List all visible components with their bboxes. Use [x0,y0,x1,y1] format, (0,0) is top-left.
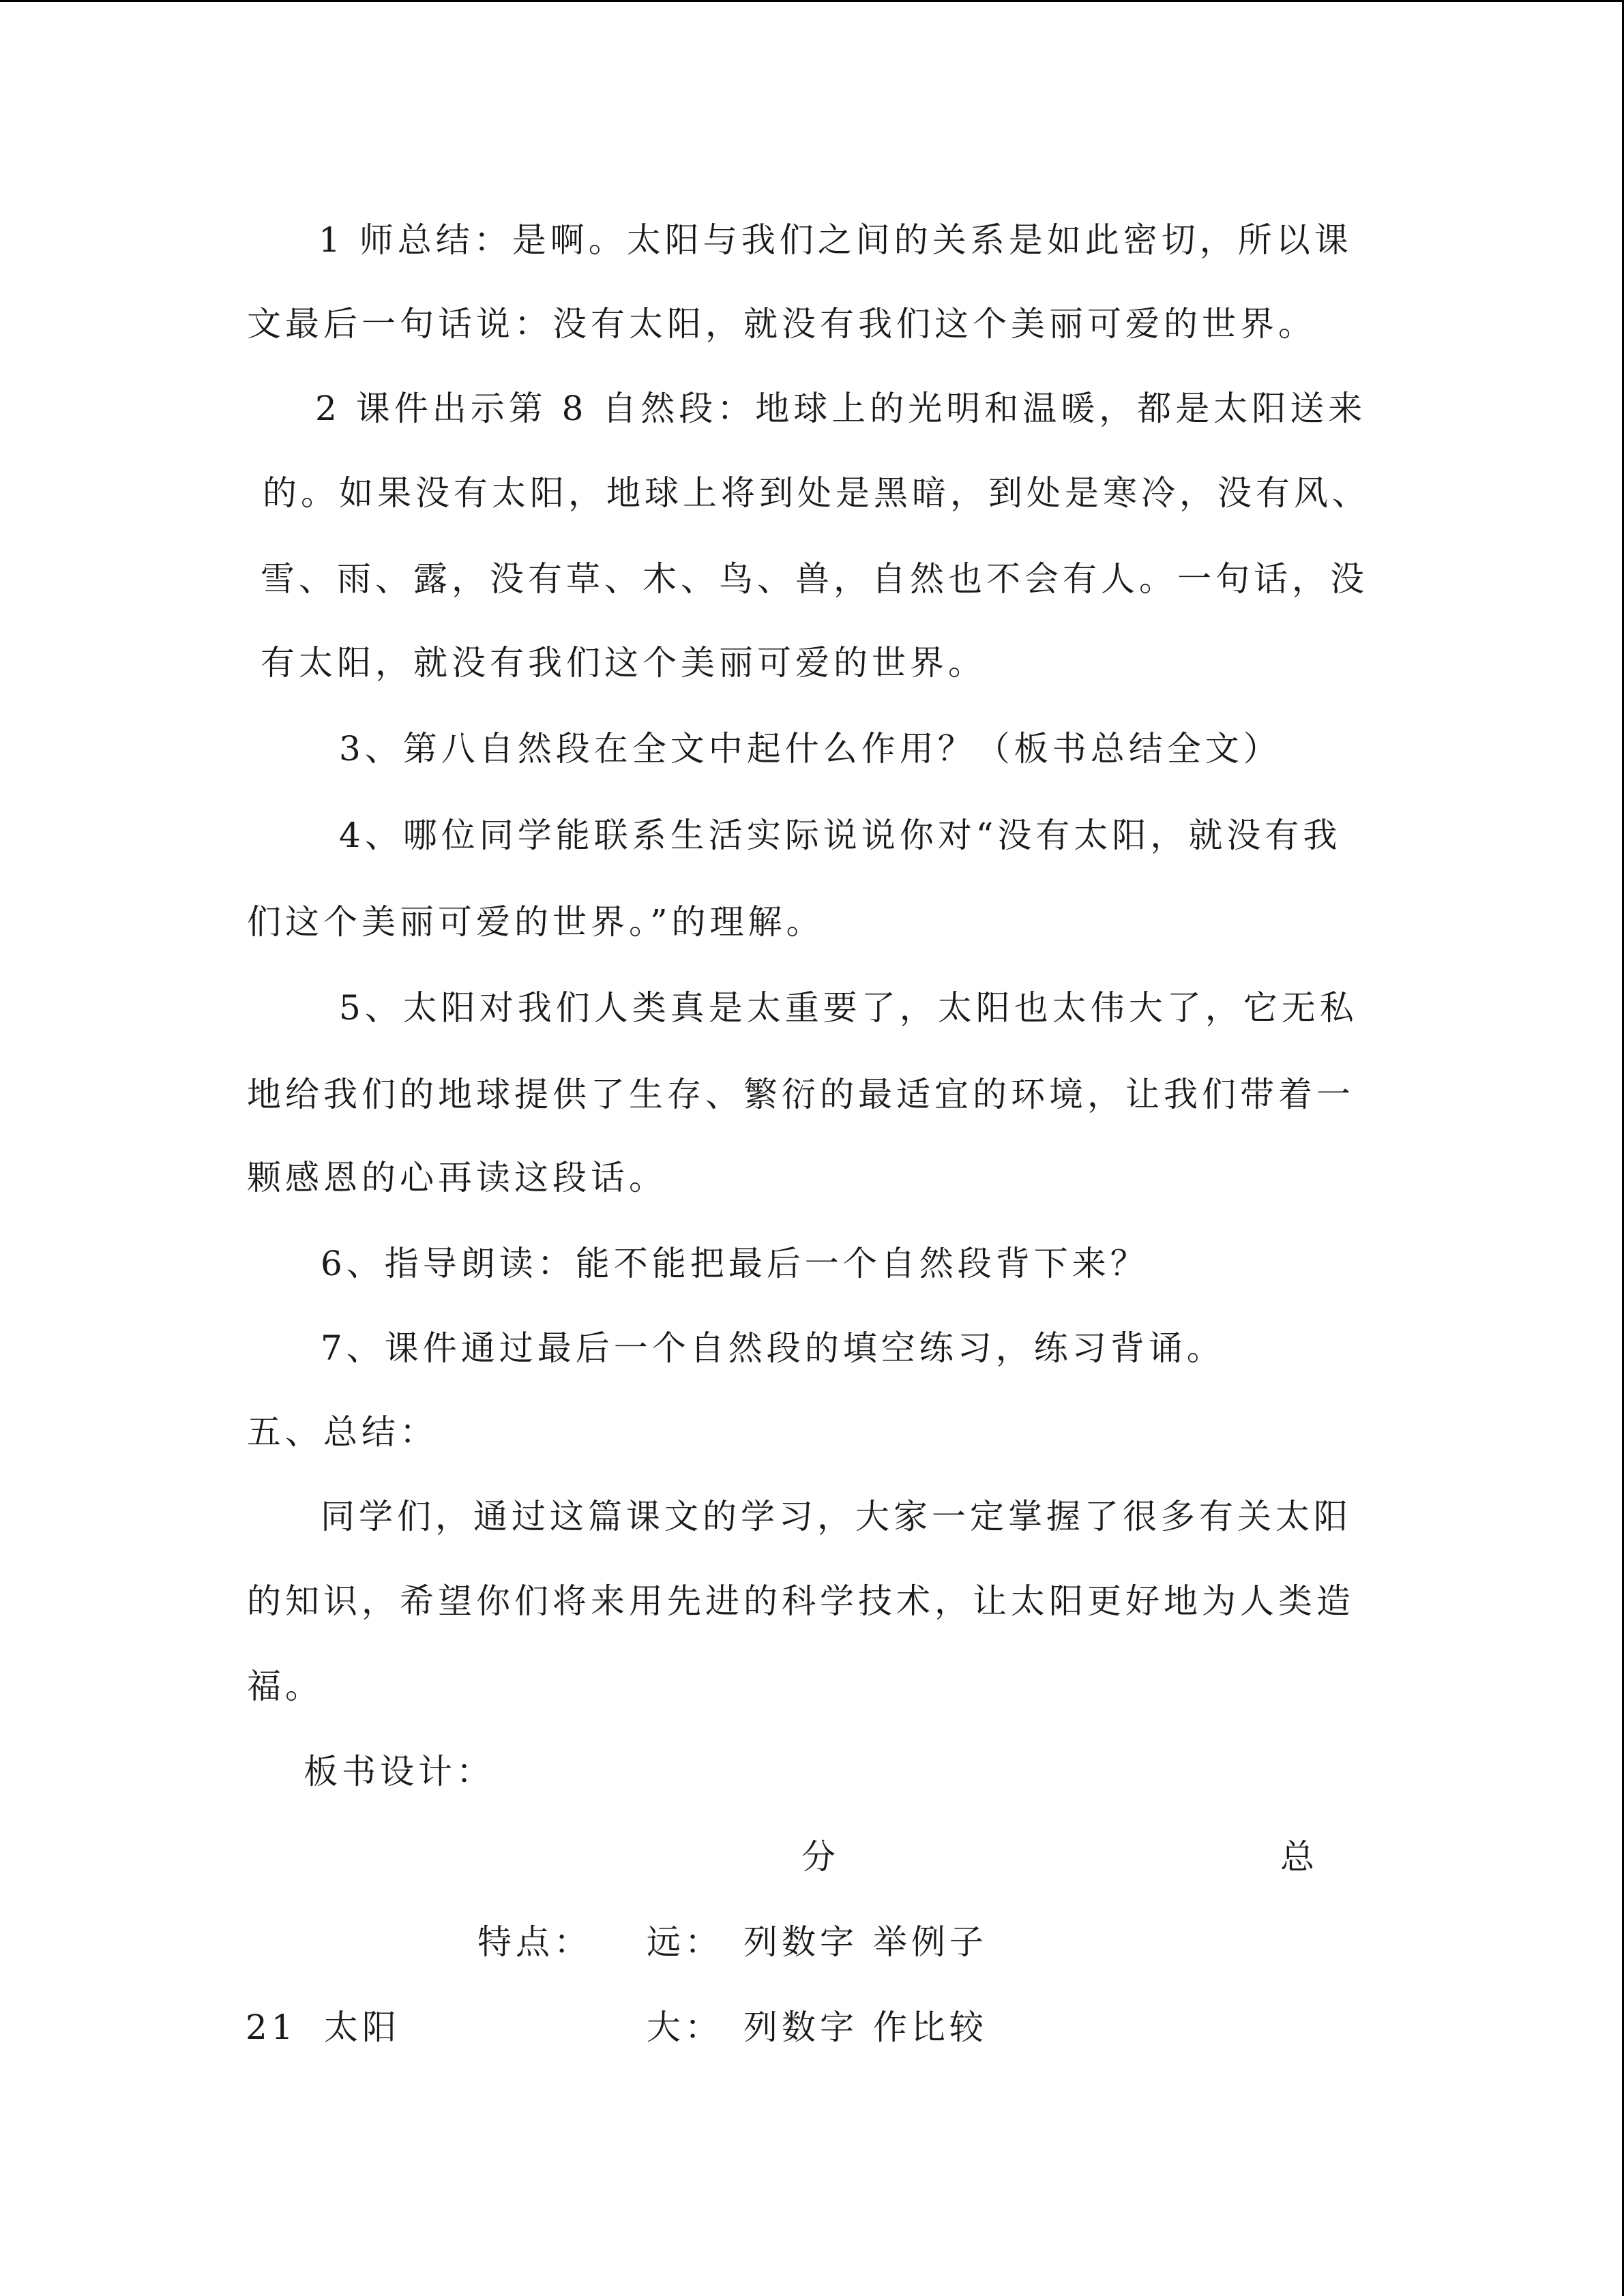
summary-line-3: 福。 [247,1667,323,1706]
board-features-label: 特点： [477,1922,592,1962]
summary-line-2: 的知识，希望你们将来用先进的科学技术，让太阳更好地为人类造 [247,1581,1355,1621]
paragraph-2-line-3: 雪、雨、露，没有草、木、鸟、兽，自然也不会有人。一句话，没 [261,559,1368,599]
page-top-border [0,0,1624,2]
paragraph-1-line-1: 1 师总结：是啊。太阳与我们之间的关系是如此密切，所以课 [319,220,1353,260]
paragraph-5-line-1: 5、太阳对我们人类真是太重要了，太阳也太伟大了，它无私 [339,988,1358,1028]
paragraph-7-line-1: 7、课件通过最后一个自然段的填空练习，练习背诵。 [321,1328,1225,1368]
paragraph-5-line-3: 颗感恩的心再读这段话。 [247,1158,667,1197]
board-row-far-label: 远： [647,1922,723,1962]
paragraph-1-line-2: 文最后一句话说：没有太阳，就没有我们这个美丽可爱的世界。 [247,304,1316,344]
board-lesson-title: 太阳 [324,2008,400,2047]
board-column-fen: 分 [801,1837,840,1877]
board-column-zong: 总 [1280,1837,1318,1877]
summary-line-1: 同学们，通过这篇课文的学习，大家一定掌握了很多有关太阳 [321,1497,1352,1536]
board-lesson-number: 21 [246,2008,297,2047]
board-row-far-methods: 列数字 举例子 [743,1922,988,1962]
paragraph-2-line-1: 2 课件出示第 8 自然段：地球上的光明和温暖，都是太阳送来 [315,389,1367,428]
paragraph-5-line-2: 地给我们的地球提供了生存、繁衍的最适宜的环境，让我们带着一 [247,1075,1355,1114]
paragraph-2-line-2: 的。如果没有太阳，地球上将到处是黑暗，到处是寒冷，没有风、 [263,473,1370,513]
board-row-big-methods: 列数字 作比较 [743,2008,988,2047]
paragraph-4-line-1: 4、哪位同学能联系生活实际说说你对“没有太阳，就没有我 [339,816,1342,855]
paragraph-4-line-2: 们这个美丽可爱的世界。”的理解。 [247,902,825,942]
section-5-heading: 五、总结： [247,1412,438,1452]
board-design-heading: 板书设计： [304,1752,494,1791]
paragraph-3-line-1: 3、第八自然段在全文中起什么作用？（板书总结全文） [339,729,1282,769]
paragraph-2-line-4: 有太阳，就没有我们这个美丽可爱的世界。 [261,643,986,683]
board-row-big-label: 大： [647,2008,723,2047]
paragraph-6-line-1: 6、指导朗读：能不能把最后一个自然段背下来？ [321,1244,1149,1283]
